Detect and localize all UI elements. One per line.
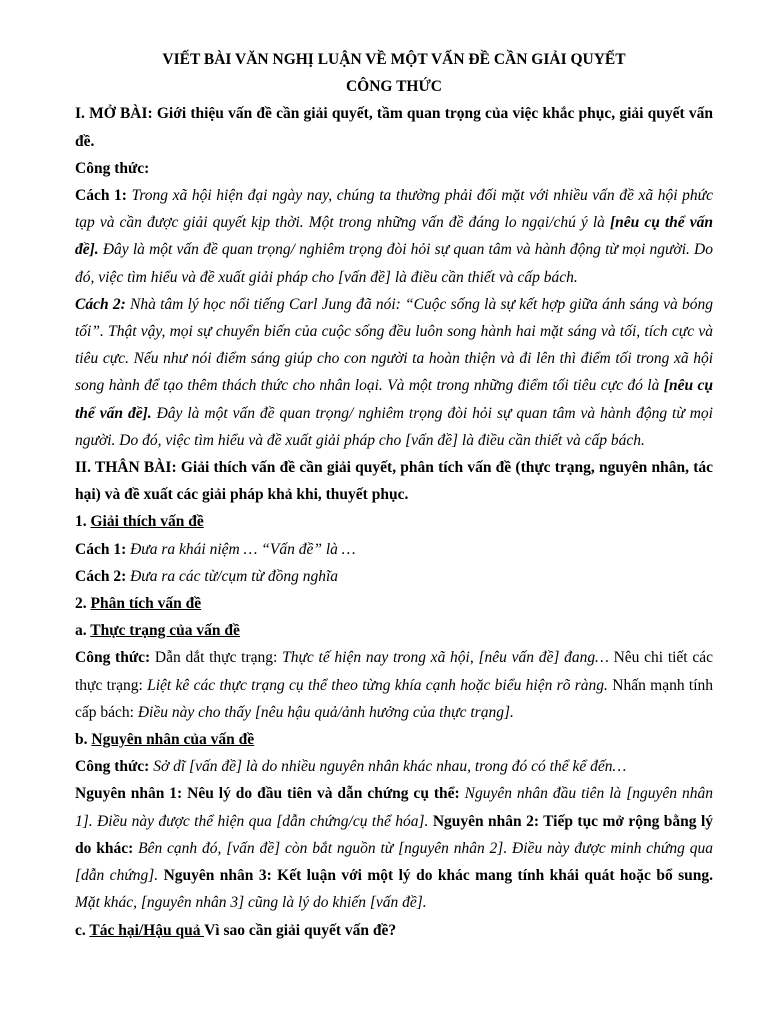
section-1-title: Giải thích vấn đề [90, 513, 204, 531]
subsection-b-body [75, 753, 713, 916]
than-bai-heading: II. THÂN BÀI: Giải thích vấn đề cần giải quyết, phân tích vấn đề (thực trạng, nguyên nhân, tác hại) và đề xuất các giải pháp khả khi, thuyết phục. [75, 459, 713, 504]
section-2-heading [75, 590, 713, 617]
cach-2-placeholder: [nêu cụ thể vấn đề]. [75, 377, 713, 422]
subsection-a-body [75, 644, 713, 726]
s1-cach-1-text: Đưa ra khái niệm … “Vấn đề” là … [126, 540, 356, 558]
a-text-4: Liệt kê các thực trạng cụ thể theo từng khía cạnh hoặc biểu hiện rõ ràng. [147, 676, 608, 694]
cach-1-label: Cách 1: [75, 187, 127, 205]
section-2-number: 2. [75, 595, 91, 613]
cach-2-text-b: Đây là một vấn đề quan trọng/ nghiêm trọng đòi hỏi sự quan tâm và hành động từ mọi người. Do đó, việc tìm hiểu và đề xuất giải pháp cho [vấn đề] là điều cần thiết và cấp bách. [75, 404, 713, 449]
s1-cach-2-label: Cách 2: [75, 567, 127, 585]
subsection-c-title: Tác hại/Hậu quả [89, 921, 205, 939]
nguyen-nhan-2-label: Nguyên nhân 2: Tiếp tục mở rộng bằng lý do khác: [75, 812, 714, 857]
cach-2-text-a: Nhà tâm lý học nổi tiếng Carl Jung đã nói: “Cuộc sống là sự kết hợp giữa ánh sáng và bóng tối”. Thật vậy, mọi sự chuyển biến của cuộc sống đều luôn song hành hai mặt sáng và tối, tích cực và tiêu cực. Nếu như nói điểm sáng giúp cho con người ta hoàn thiện và đi lên thì điểm tối trong xã hội song hành để tạo thêm thách thức cho nhân loại. Và một trong những điểm tối tiêu cực đó là [75, 295, 714, 395]
cach-1-placeholder: [nêu cụ thể vấn đề]. [75, 214, 713, 259]
b-cong-thuc-label: Công thức: [75, 758, 150, 776]
document-title: VIẾT BÀI VĂN NGHỊ LUẬN VỀ MỘT VẤN ĐỀ CẦN GIẢI QUYẾT [162, 51, 626, 68]
cong-thuc-label: Công thức: [75, 159, 150, 177]
s1-cach-2-text: Đưa ra các từ/cụm từ đồng nghĩa [126, 567, 339, 585]
mo-bai-heading: I. MỞ BÀI: Giới thiệu vấn đề cần giải quyết, tầm quan trọng của việc khắc phục, giải quyết vấn đề. [75, 105, 713, 150]
section-2-title: Phân tích vấn đề [90, 595, 202, 613]
mo-bai-cach-2 [75, 291, 713, 454]
subsection-c-heading [75, 917, 713, 944]
subsection-b-letter: b. [75, 731, 92, 749]
section-1-heading [75, 508, 713, 535]
section-1-number: 1. [75, 513, 91, 531]
a-text-6: Điều này cho thấy [nêu hậu quả/ảnh hưởng của thực trạng]. [137, 703, 514, 721]
document-subtitle: CÔNG THỨC [345, 78, 443, 96]
subsection-a-title: Thực trạng của vấn đề [90, 622, 240, 640]
a-text-3: Nêu chi tiết các thực trạng: [75, 649, 713, 694]
subsection-c-question: Vì sao cần giải quyết vấn đề? [204, 921, 397, 939]
nguyen-nhan-2-text: Bên cạnh đó, [vấn đề] còn bắt nguồn từ [nguyên nhân 2]. Điều này được minh chứng qua [dẫn chứng]. [75, 839, 713, 885]
section-1-cach-2 [75, 563, 713, 590]
a-cong-thuc-label: Công thức: [75, 649, 151, 667]
mo-bai-cach-1 [75, 182, 713, 291]
subsection-a-letter: a. [75, 622, 91, 640]
nguyen-nhan-3-label: Nguyên nhân 3: Kết luận với một lý do khác mang tính khái quát hoặc bổ sung. [158, 867, 713, 885]
a-text-5: Nhấn mạnh tính cấp bách: [75, 676, 713, 721]
nguyen-nhan-1-label: Nguyên nhân 1: Nêu lý do đầu tiên và dẫn chứng cụ thể: [75, 785, 460, 803]
cach-2-label: Cách 2: [75, 295, 126, 313]
subsection-c-letter: c. [75, 921, 90, 939]
cach-1-text-b: Đây là một vấn đề quan trọng/ nghiêm trọng đòi hỏi sự quan tâm và hành động từ mọi người. Do đó, việc tìm hiểu và đề xuất giải pháp cho [vấn đề] là điều cần thiết và cấp bách. [75, 241, 713, 286]
subsection-a-heading [75, 617, 713, 644]
section-1-cach-1 [75, 536, 713, 563]
document-page [75, 46, 713, 944]
a-text-1: Dẫn dắt thực trạng: [150, 649, 283, 667]
subsection-b-heading [75, 726, 713, 753]
s1-cach-1-label: Cách 1: [75, 540, 127, 558]
nguyen-nhan-3-text: Mặt khác, [nguyên nhân 3] cũng là lý do khiến [vấn đề]. [75, 894, 427, 912]
cach-1-text-a: Trong xã hội hiện đại ngày nay, chúng ta thường phải đối mặt với nhiều vấn đề xã hội phức tạp và cần được giải quyết kịp thời. Một trong những vấn đề đáng lo ngại/chú ý là [75, 187, 714, 232]
b-text-1: Sở dĩ [vấn đề] là do nhiều nguyên nhân khác nhau, trong đó có thể kể đến… [149, 758, 627, 776]
a-text-2: Thực tế hiện nay trong xã hội, [nêu vấn đề] đang… [282, 649, 609, 667]
nguyen-nhan-1-text: Nguyên nhân đầu tiên là [nguyên nhân 1]. Điều này được thể hiện qua [dẫn chứng/cụ thể hóa]. [75, 785, 713, 830]
subsection-b-title: Nguyên nhân của vấn đề [91, 731, 255, 749]
